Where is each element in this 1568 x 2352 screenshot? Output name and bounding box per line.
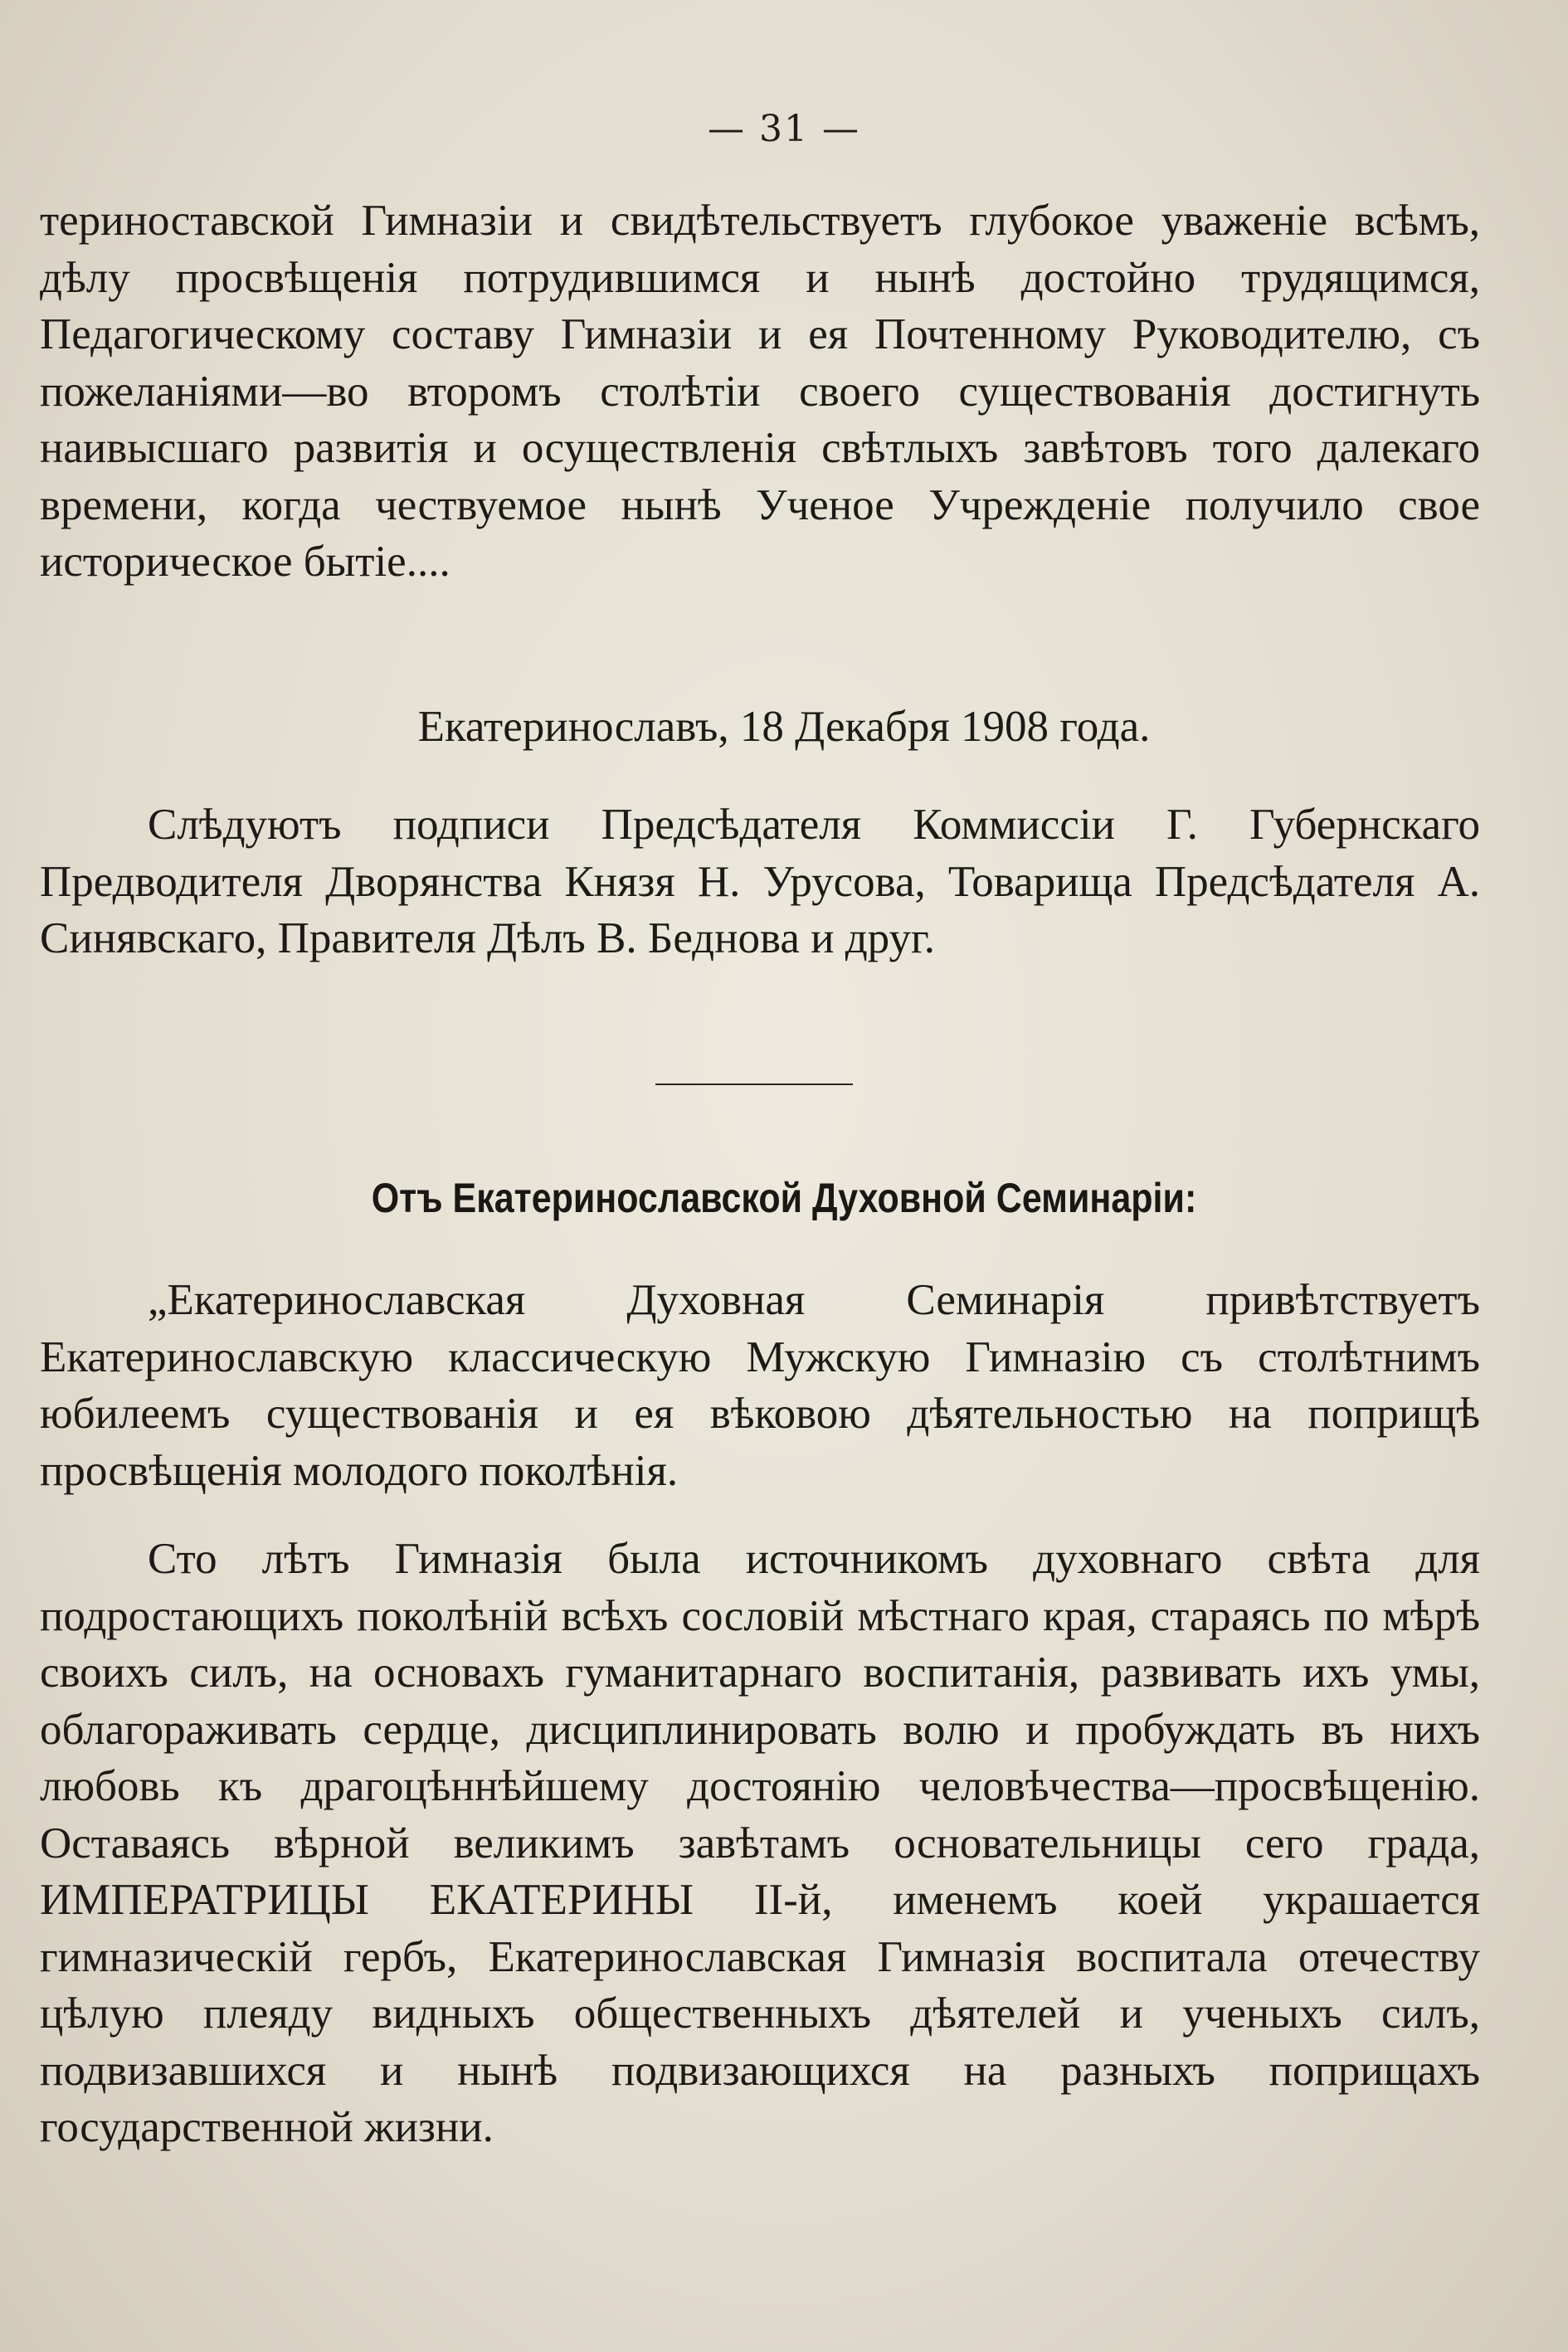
- signatures-paragraph: Слѣдуютъ подписи Предсѣдателя Коммиссіи Г. Губернскаго Предводителя Дворянства Князя Н. Урусова, Товарища Предсѣдателя А. Синявскаго, Правителя Дѣлъ В. Беднова и друг.: [40, 801, 1480, 962]
- seminary-history-paragraph: Сто лѣтъ Гимназія была источникомъ духовнаго свѣта для подростающихъ поколѣній всѣхъ сословій мѣстнаго края, стараясь по мѣрѣ своихъ силъ, на основахъ гуманитарнаго воспитанія, развивать ихъ умы, облагораживать сердце, дисциплинировать волю и пробуждать въ нихъ любовь къ драгоцѣннѣйшему достоянію человѣчества—просвѣщенію. Оставаясь вѣрной великимъ завѣтамъ основательницы сего града, ИМПЕРАТРИЦЫ ЕКАТЕРИНЫ II-й, именемъ коей украшается гимназическій гербъ, Екатеринославская Гимназія воспитала отечеству цѣлую плеяду видныхъ общественныхъ дѣятелей и ученыхъ силъ, подвизавшихся и нынѣ подвизающихся на разныхъ поприщахъ государственной жизни.: [40, 1535, 1480, 2151]
- page-number: — 31 —: [708, 108, 860, 150]
- paragraph-continued: териноставской Гимназіи и свидѣтельствуетъ глубокое уваженіе всѣмъ, дѣлу просвѣщенія потрудившимся и нынѣ достойно трудящимся, Педагогическому составу Гимназіи и ея Почтенному Руководителю, съ пожеланіями—во второмъ столѣтіи своего существованія достигнуть наивысшаго развитія и осуществленія свѣтлыхъ завѣтовъ того далекаго времени, когда чествуемое нынѣ Ученое Учрежденіе получило свое историческое бытіе....: [40, 197, 1480, 586]
- seminary-greeting-paragraph: „Екатеринославская Духовная Семинарія привѣтствуетъ Екатеринославскую классическую Мужскую Гимназію съ столѣтнимъ юбилеемъ существованія и ея вѣковою дѣятельностью на поприщѣ просвѣщенія молодого поколѣнія.: [40, 1276, 1480, 1495]
- section-divider: [655, 1083, 853, 1085]
- section-heading: Отъ Екатеринославской Духовной Семинаріи:: [371, 1175, 1197, 1221]
- date-line: Екатеринославъ, 18 Декабря 1908 года.: [417, 703, 1151, 751]
